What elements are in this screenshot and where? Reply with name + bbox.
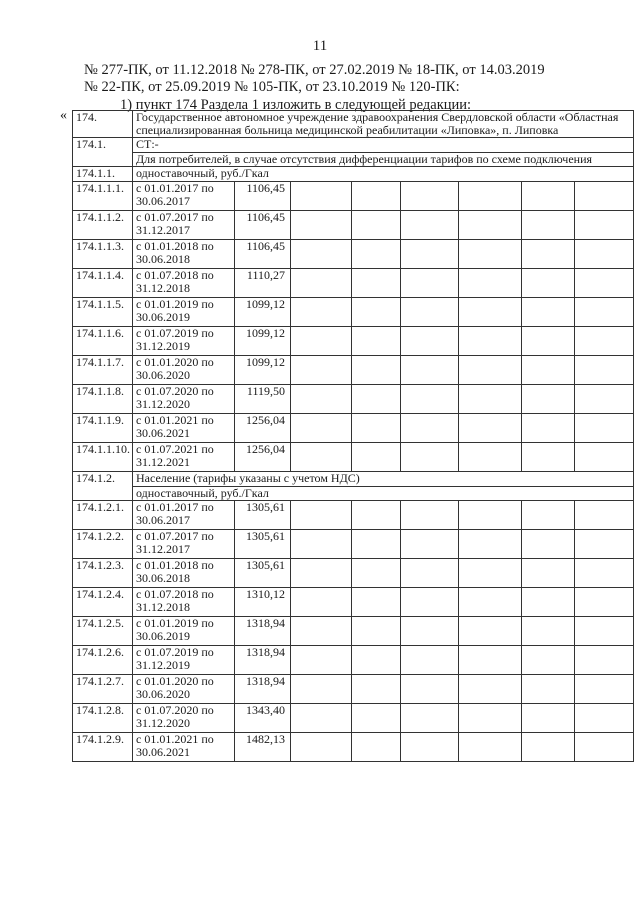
row-value: 1256,04 <box>235 414 291 443</box>
empty-cell <box>291 733 352 762</box>
empty-cell <box>352 559 401 588</box>
empty-cell <box>401 617 459 646</box>
row-value: 1305,61 <box>235 530 291 559</box>
row-number: 174.1.1. <box>73 167 133 182</box>
row-period: с 01.01.2021 по 30.06.2021 <box>133 733 235 762</box>
empty-cell <box>291 385 352 414</box>
empty-cell <box>459 327 522 356</box>
empty-cell <box>352 588 401 617</box>
empty-cell <box>291 501 352 530</box>
table-row <box>73 487 634 501</box>
row-period: с 01.01.2019 по 30.06.2019 <box>133 298 235 327</box>
row-value: 1099,12 <box>235 298 291 327</box>
empty-cell <box>522 327 575 356</box>
empty-cell <box>575 646 634 675</box>
empty-cell <box>522 733 575 762</box>
row-number: 174.1.2. <box>73 472 133 501</box>
empty-cell <box>291 356 352 385</box>
empty-cell <box>352 501 401 530</box>
empty-cell <box>352 617 401 646</box>
empty-cell <box>522 385 575 414</box>
row-period: с 01.07.2020 по 31.12.2020 <box>133 385 235 414</box>
empty-cell <box>575 356 634 385</box>
row-number: 174.1.2.1. <box>73 501 133 530</box>
empty-cell <box>575 443 634 472</box>
empty-cell <box>459 182 522 211</box>
empty-cell <box>459 443 522 472</box>
row-value: 1099,12 <box>235 327 291 356</box>
empty-cell <box>352 443 401 472</box>
table-row <box>73 704 634 733</box>
empty-cell <box>459 385 522 414</box>
row-value: 1318,94 <box>235 675 291 704</box>
empty-cell <box>401 733 459 762</box>
empty-cell <box>459 675 522 704</box>
empty-cell <box>575 733 634 762</box>
empty-cell <box>352 240 401 269</box>
header-line-3: 1) пункт 174 Раздела 1 изложить в следующей редакции: <box>120 97 472 113</box>
row-period: с 01.07.2019 по 31.12.2019 <box>133 646 235 675</box>
empty-cell <box>291 211 352 240</box>
empty-cell <box>291 240 352 269</box>
empty-cell <box>291 327 352 356</box>
row-number: 174.1.1.8. <box>73 385 133 414</box>
row-period: с 01.07.2019 по 31.12.2019 <box>133 327 235 356</box>
table-row <box>73 646 634 675</box>
row-period: с 01.07.2017 по 31.12.2017 <box>133 211 235 240</box>
table-row <box>73 153 634 167</box>
row-subtext: одноставочный, руб./Гкал <box>133 487 634 501</box>
table-row <box>73 327 634 356</box>
empty-cell <box>401 530 459 559</box>
empty-cell <box>575 704 634 733</box>
row-value: 1310,12 <box>235 588 291 617</box>
header-line-1: № 277-ПК, от 11.12.2018 № 278-ПК, от 27.02.2019 № 18-ПК, от 14.03.2019 <box>84 62 545 78</box>
row-value: 1318,94 <box>235 646 291 675</box>
row-number: 174. <box>73 111 133 138</box>
empty-cell <box>522 559 575 588</box>
row-value: 1318,94 <box>235 617 291 646</box>
row-period: с 01.01.2020 по 30.06.2020 <box>133 675 235 704</box>
table-row <box>73 530 634 559</box>
empty-cell <box>575 182 634 211</box>
empty-cell <box>401 704 459 733</box>
row-number: 174.1.2.9. <box>73 733 133 762</box>
table-row <box>73 472 634 487</box>
row-number: 174.1.2.6. <box>73 646 133 675</box>
row-value: 1305,61 <box>235 501 291 530</box>
empty-cell <box>352 530 401 559</box>
table-row <box>73 138 634 153</box>
empty-cell <box>291 559 352 588</box>
row-number: 174.1.2.2. <box>73 530 133 559</box>
empty-cell <box>401 298 459 327</box>
page-number: 11 <box>312 38 328 54</box>
row-text: одноставочный, руб./Гкал <box>133 167 634 182</box>
table-row <box>73 588 634 617</box>
table-row <box>73 269 634 298</box>
empty-cell <box>401 443 459 472</box>
empty-cell <box>401 182 459 211</box>
empty-cell <box>459 559 522 588</box>
empty-cell <box>352 327 401 356</box>
empty-cell <box>291 617 352 646</box>
empty-cell <box>459 530 522 559</box>
empty-cell <box>522 588 575 617</box>
opening-quote: « <box>60 108 67 123</box>
row-period: с 01.01.2017 по 30.06.2017 <box>133 501 235 530</box>
empty-cell <box>291 704 352 733</box>
empty-cell <box>575 385 634 414</box>
table-row <box>73 167 634 182</box>
empty-cell <box>401 559 459 588</box>
row-number: 174.1.1.9. <box>73 414 133 443</box>
row-period: с 01.01.2017 по 30.06.2017 <box>133 182 235 211</box>
empty-cell <box>291 443 352 472</box>
empty-cell <box>575 211 634 240</box>
empty-cell <box>522 298 575 327</box>
row-period: с 01.01.2020 по 30.06.2020 <box>133 356 235 385</box>
empty-cell <box>459 501 522 530</box>
empty-cell <box>575 501 634 530</box>
empty-cell <box>352 704 401 733</box>
empty-cell <box>459 704 522 733</box>
table-row <box>73 414 634 443</box>
row-value: 1099,12 <box>235 356 291 385</box>
row-value: 1305,61 <box>235 559 291 588</box>
table-row <box>73 111 634 138</box>
table-row <box>73 385 634 414</box>
empty-cell <box>352 211 401 240</box>
empty-cell <box>575 617 634 646</box>
empty-cell <box>522 675 575 704</box>
row-number: 174.1.1.2. <box>73 211 133 240</box>
empty-cell <box>291 588 352 617</box>
empty-cell <box>522 617 575 646</box>
row-period: с 01.01.2019 по 30.06.2019 <box>133 617 235 646</box>
empty-cell <box>575 269 634 298</box>
row-value: 1119,50 <box>235 385 291 414</box>
row-text: СТ:- <box>133 138 634 153</box>
empty-cell <box>575 530 634 559</box>
header-line-2: № 22-ПК, от 25.09.2019 № 105-ПК, от 23.10.2019 № 120-ПК: <box>84 79 460 95</box>
empty-cell <box>459 356 522 385</box>
empty-cell <box>352 385 401 414</box>
empty-cell <box>575 588 634 617</box>
row-value: 1256,04 <box>235 443 291 472</box>
row-value: 1106,45 <box>235 182 291 211</box>
row-number: 174.1.1.4. <box>73 269 133 298</box>
empty-cell <box>522 356 575 385</box>
empty-cell <box>401 675 459 704</box>
empty-cell <box>522 240 575 269</box>
tariff-table <box>72 110 634 762</box>
row-period: с 01.07.2018 по 31.12.2018 <box>133 269 235 298</box>
empty-cell <box>575 675 634 704</box>
table-row <box>73 675 634 704</box>
empty-cell <box>401 327 459 356</box>
table-row <box>73 501 634 530</box>
empty-cell <box>352 269 401 298</box>
empty-cell <box>352 298 401 327</box>
row-period: с 01.01.2021 по 30.06.2021 <box>133 414 235 443</box>
empty-cell <box>291 646 352 675</box>
row-period: с 01.07.2018 по 31.12.2018 <box>133 588 235 617</box>
empty-cell <box>291 414 352 443</box>
row-period: с 01.01.2018 по 30.06.2018 <box>133 240 235 269</box>
row-value: 1110,27 <box>235 269 291 298</box>
empty-cell <box>352 733 401 762</box>
row-number: 174.1.2.8. <box>73 704 133 733</box>
empty-cell <box>575 414 634 443</box>
row-value: 1106,45 <box>235 240 291 269</box>
row-number: 174.1.2.3. <box>73 559 133 588</box>
row-value: 1343,40 <box>235 704 291 733</box>
row-value: 1106,45 <box>235 211 291 240</box>
empty-cell <box>291 269 352 298</box>
row-number: 174.1.2.7. <box>73 675 133 704</box>
empty-cell <box>459 269 522 298</box>
empty-cell <box>291 182 352 211</box>
empty-cell <box>522 530 575 559</box>
row-number: 174.1.1.1. <box>73 182 133 211</box>
row-number: 174.1.1.3. <box>73 240 133 269</box>
empty-cell <box>522 646 575 675</box>
row-number: 174.1.1.10. <box>73 443 133 472</box>
empty-cell <box>401 356 459 385</box>
row-number: 174.1.1.6. <box>73 327 133 356</box>
empty-cell <box>401 588 459 617</box>
table-row <box>73 443 634 472</box>
empty-cell <box>352 356 401 385</box>
row-period: с 01.07.2021 по 31.12.2021 <box>133 443 235 472</box>
table-row <box>73 733 634 762</box>
empty-cell <box>459 298 522 327</box>
table-row <box>73 240 634 269</box>
empty-cell <box>522 269 575 298</box>
row-text: Государственное автономное учреждение здравоохранения Свердловской области «Областная специализированная больница медицинской реабилитации «Липовка», п. Липовка <box>133 111 634 138</box>
empty-cell <box>352 675 401 704</box>
row-number: 174.1.2.4. <box>73 588 133 617</box>
empty-cell <box>522 704 575 733</box>
empty-cell <box>291 675 352 704</box>
empty-cell <box>575 559 634 588</box>
empty-cell <box>401 269 459 298</box>
empty-cell <box>575 298 634 327</box>
empty-cell <box>522 211 575 240</box>
empty-cell <box>459 414 522 443</box>
table-row <box>73 182 634 211</box>
empty-cell <box>291 298 352 327</box>
row-subtext: Для потребителей, в случае отсутствия дифференциации тарифов по схеме подключения <box>133 153 634 167</box>
row-period: с 01.07.2020 по 31.12.2020 <box>133 704 235 733</box>
empty-cell <box>459 240 522 269</box>
empty-cell <box>459 211 522 240</box>
empty-cell <box>401 646 459 675</box>
empty-cell <box>401 211 459 240</box>
empty-cell <box>459 733 522 762</box>
empty-cell <box>575 327 634 356</box>
row-number: 174.1.1.7. <box>73 356 133 385</box>
empty-cell <box>401 501 459 530</box>
empty-cell <box>352 182 401 211</box>
empty-cell <box>522 182 575 211</box>
table-row <box>73 559 634 588</box>
empty-cell <box>401 385 459 414</box>
row-period: с 01.01.2018 по 30.06.2018 <box>133 559 235 588</box>
row-period: с 01.07.2017 по 31.12.2017 <box>133 530 235 559</box>
row-text: Население (тарифы указаны с учетом НДС) <box>133 472 634 487</box>
table-row <box>73 356 634 385</box>
empty-cell <box>522 501 575 530</box>
empty-cell <box>352 646 401 675</box>
empty-cell <box>352 414 401 443</box>
empty-cell <box>459 617 522 646</box>
table-row <box>73 298 634 327</box>
table-row <box>73 617 634 646</box>
empty-cell <box>522 414 575 443</box>
empty-cell <box>459 588 522 617</box>
table-row <box>73 211 634 240</box>
empty-cell <box>401 240 459 269</box>
row-value: 1482,13 <box>235 733 291 762</box>
empty-cell <box>459 646 522 675</box>
empty-cell <box>291 530 352 559</box>
empty-cell <box>522 443 575 472</box>
row-number: 174.1.1.5. <box>73 298 133 327</box>
row-number: 174.1.2.5. <box>73 617 133 646</box>
empty-cell <box>575 240 634 269</box>
empty-cell <box>401 414 459 443</box>
row-number: 174.1. <box>73 138 133 167</box>
